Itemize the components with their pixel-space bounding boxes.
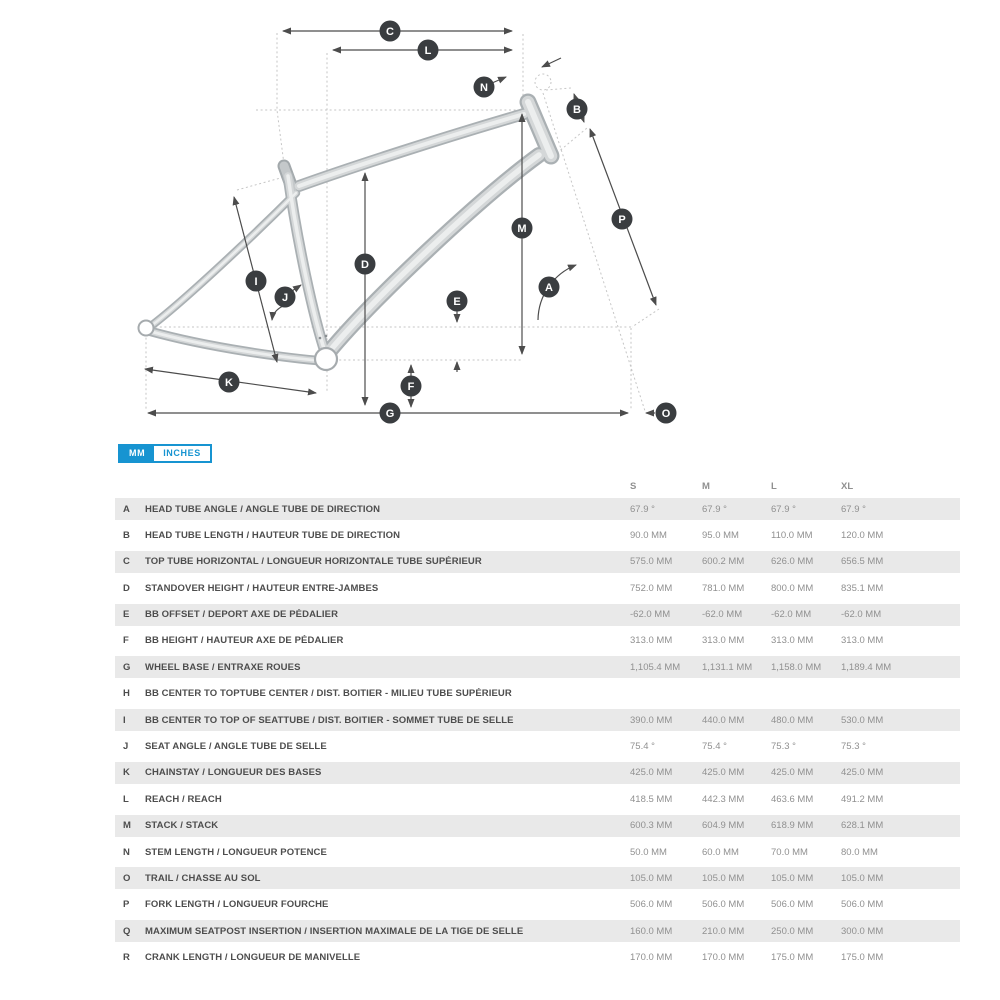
svg-text:N: N (480, 81, 488, 94)
row-key: L (123, 793, 129, 805)
row-key: P (123, 899, 130, 911)
row-key: F (123, 635, 129, 647)
svg-text:M: M (517, 222, 527, 235)
table-row-L (115, 788, 960, 810)
bike-frame (139, 102, 552, 370)
row-value: 628.1 MM (841, 820, 884, 832)
row-key: E (123, 609, 130, 621)
row-value: 210.0 MM (702, 925, 745, 937)
table-row-M (115, 815, 960, 837)
row-value: 75.4 ° (630, 741, 655, 753)
row-value: 506.0 MM (630, 899, 673, 911)
row-value: 105.0 MM (702, 872, 745, 884)
row-value: 1,158.0 MM (771, 661, 822, 673)
row-label: STANDOVER HEIGHT / HAUTEUR ENTRE-JAMBES (145, 582, 379, 594)
svg-text:D: D (361, 258, 369, 271)
row-value: 300.0 MM (841, 925, 884, 937)
row-value: 80.0 MM (841, 846, 878, 858)
row-value: -62.0 MM (771, 609, 812, 621)
row-label: BB CENTER TO TOP OF SEATTUBE / DIST. BOITIER - SOMMET TUBE DE SELLE (145, 714, 514, 726)
row-key: J (123, 741, 129, 753)
badge-I (246, 271, 267, 292)
table-body (115, 498, 960, 969)
row-value: 75.3 ° (841, 741, 866, 753)
row-value: 250.0 MM (771, 925, 814, 937)
row-value: 506.0 MM (702, 899, 745, 911)
row-value: 70.0 MM (771, 846, 808, 858)
row-value: 530.0 MM (841, 714, 884, 726)
row-value: 175.0 MM (841, 952, 884, 964)
row-value: 105.0 MM (841, 872, 884, 884)
table-row-A (115, 498, 960, 520)
row-value: 425.0 MM (771, 767, 814, 779)
row-label: REACH / REACH (145, 793, 222, 805)
table-row-I (115, 709, 960, 731)
dim-stem-arrow (542, 58, 561, 67)
row-value: 313.0 MM (630, 635, 673, 647)
row-value: 618.9 MM (771, 820, 814, 832)
row-value: 50.0 MM (630, 846, 667, 858)
column-header-m: M (702, 480, 710, 492)
row-value: 781.0 MM (702, 582, 745, 594)
badge-J (275, 287, 296, 308)
badge-L (418, 40, 439, 61)
geometry-table (115, 474, 960, 973)
row-value: 67.9 ° (841, 503, 866, 515)
row-value: 1,105.4 MM (630, 661, 681, 673)
row-value: 656.5 MM (841, 556, 884, 568)
row-value: -62.0 MM (630, 609, 671, 621)
table-row-N (115, 841, 960, 863)
row-label: WHEEL BASE / ENTRAXE ROUES (145, 661, 301, 673)
inches-tab[interactable]: INCHES (154, 446, 210, 461)
row-key: M (123, 820, 131, 832)
svg-text:P: P (618, 213, 626, 226)
row-value: 160.0 MM (630, 925, 673, 937)
row-label: BB CENTER TO TOPTUBE CENTER / DIST. BOITIER - MILIEU TUBE SUPÉRIEUR (145, 688, 512, 700)
badge-E (447, 291, 468, 312)
row-label: CHAINSTAY / LONGUEUR DES BASES (145, 767, 322, 779)
svg-text:K: K (225, 376, 233, 389)
table-row-R (115, 947, 960, 969)
svg-text:I: I (254, 275, 258, 288)
row-value: 506.0 MM (841, 899, 884, 911)
row-value: 60.0 MM (702, 846, 739, 858)
badge-M (512, 218, 533, 239)
badge-A (539, 277, 560, 298)
svg-text:A: A (545, 281, 553, 294)
table-header (115, 474, 960, 498)
row-value: 425.0 MM (841, 767, 884, 779)
row-value: 425.0 MM (630, 767, 673, 779)
svg-text:L: L (424, 44, 432, 57)
row-value: 463.6 MM (771, 793, 814, 805)
dim-N-arrow (492, 77, 506, 83)
table-row-G (115, 656, 960, 678)
unit-toggle (118, 444, 212, 463)
row-key: R (123, 952, 130, 964)
badge-K (219, 372, 240, 393)
row-key: B (123, 529, 130, 541)
table-row-P (115, 894, 960, 916)
row-key: O (123, 872, 131, 884)
row-value: 170.0 MM (630, 952, 673, 964)
row-label: TOP TUBE HORIZONTAL / LONGUEUR HORIZONTALE TUBE SUPÉRIEUR (145, 556, 482, 568)
row-key: G (123, 661, 131, 673)
row-label: STEM LENGTH / LONGUEUR POTENCE (145, 846, 327, 858)
badge-N (474, 77, 495, 98)
row-value: 800.0 MM (771, 582, 814, 594)
svg-text:G: G (385, 407, 395, 420)
row-label: HEAD TUBE ANGLE / ANGLE TUBE DE DIRECTION (145, 503, 381, 515)
table-row-F (115, 630, 960, 652)
row-value: 390.0 MM (630, 714, 673, 726)
dim-J-arc (272, 306, 283, 320)
row-key: H (123, 688, 130, 700)
row-label: TRAIL / CHASSE AU SOL (145, 872, 261, 884)
row-value: 600.3 MM (630, 820, 673, 832)
row-label: MAXIMUM SEATPOST INSERTION / INSERTION MAXIMALE DE LA TIGE DE SELLE (145, 925, 524, 937)
row-value: 752.0 MM (630, 582, 673, 594)
row-value: 575.0 MM (630, 556, 673, 568)
row-value: 67.9 ° (771, 503, 796, 515)
row-value: 491.2 MM (841, 793, 884, 805)
column-header-l: L (771, 480, 777, 492)
row-value: 67.9 ° (702, 503, 727, 515)
svg-text:O: O (661, 407, 671, 420)
row-value: 418.5 MM (630, 793, 673, 805)
row-value: 105.0 MM (630, 872, 673, 884)
row-value: 835.1 MM (841, 582, 884, 594)
svg-text:C: C (386, 25, 394, 38)
row-label: STACK / STACK (145, 820, 219, 832)
row-value: 75.3 ° (771, 741, 796, 753)
row-value: 600.2 MM (702, 556, 745, 568)
badge-C (380, 21, 401, 42)
table-row-Q (115, 920, 960, 942)
row-label: BB OFFSET / DEPORT AXE DE PÉDALIER (145, 609, 339, 621)
row-value: 506.0 MM (771, 899, 814, 911)
bike-frame-geometry-diagram (0, 0, 1000, 440)
table-row-B (115, 524, 960, 546)
table-row-K (115, 762, 960, 784)
svg-text:J: J (281, 291, 289, 304)
row-value: 170.0 MM (702, 952, 745, 964)
row-value: 1,189.4 MM (841, 661, 892, 673)
table-row-J (115, 736, 960, 758)
table-row-H (115, 683, 960, 705)
row-value: 75.4 ° (702, 741, 727, 753)
mm-tab[interactable]: MM (120, 446, 154, 461)
row-value: 110.0 MM (771, 529, 813, 541)
row-key: D (123, 582, 130, 594)
row-value: 425.0 MM (702, 767, 745, 779)
badge-D (355, 254, 376, 275)
bottom-bracket (315, 348, 337, 370)
row-label: SEAT ANGLE / ANGLE TUBE DE SELLE (145, 741, 327, 753)
row-key: C (123, 556, 130, 568)
badge-O (656, 403, 677, 424)
row-value: 90.0 MM (630, 529, 667, 541)
row-value: 480.0 MM (771, 714, 814, 726)
row-label: CRANK LENGTH / LONGUEUR DE MANIVELLE (145, 952, 361, 964)
row-value: 313.0 MM (841, 635, 884, 647)
stem-spacer-circle (535, 74, 551, 90)
construction-lines (146, 33, 659, 411)
table-row-C (115, 551, 960, 573)
row-key: I (123, 714, 126, 726)
row-label: FORK LENGTH / LONGUEUR FOURCHE (145, 899, 329, 911)
row-value: 175.0 MM (771, 952, 814, 964)
row-value: 67.9 ° (630, 503, 655, 515)
row-key: N (123, 846, 130, 858)
row-value: 604.9 MM (702, 820, 745, 832)
badge-P (612, 209, 633, 230)
row-label: HEAD TUBE LENGTH / HAUTEUR TUBE DE DIRECTION (145, 529, 401, 541)
row-value: 120.0 MM (841, 529, 884, 541)
row-key: A (123, 503, 130, 515)
svg-text:E: E (453, 295, 461, 308)
badge-B (567, 99, 588, 120)
badge-F (401, 376, 422, 397)
row-value: 95.0 MM (702, 529, 739, 541)
row-key: K (123, 767, 130, 779)
row-label: BB HEIGHT / HAUTEUR AXE DE PÉDALIER (145, 635, 344, 647)
row-value: 626.0 MM (771, 556, 814, 568)
svg-text:F: F (407, 380, 415, 393)
dim-J-arrow (292, 285, 301, 291)
badge-G (380, 403, 401, 424)
column-header-s: S (630, 480, 637, 492)
row-value: 313.0 MM (771, 635, 814, 647)
row-key: Q (123, 925, 131, 937)
dimension-lines (145, 31, 656, 413)
row-value: 442.3 MM (702, 793, 745, 805)
table-row-O (115, 867, 960, 889)
row-value: -62.0 MM (841, 609, 882, 621)
row-value: 313.0 MM (702, 635, 745, 647)
svg-text:B: B (573, 103, 581, 116)
row-value: 105.0 MM (771, 872, 814, 884)
rear-dropout (139, 321, 154, 336)
row-value: 440.0 MM (702, 714, 745, 726)
table-row-D (115, 577, 960, 599)
row-value: -62.0 MM (702, 609, 743, 621)
row-value: 1,131.1 MM (702, 661, 753, 673)
table-row-E (115, 604, 960, 626)
column-header-xl: XL (841, 480, 854, 492)
